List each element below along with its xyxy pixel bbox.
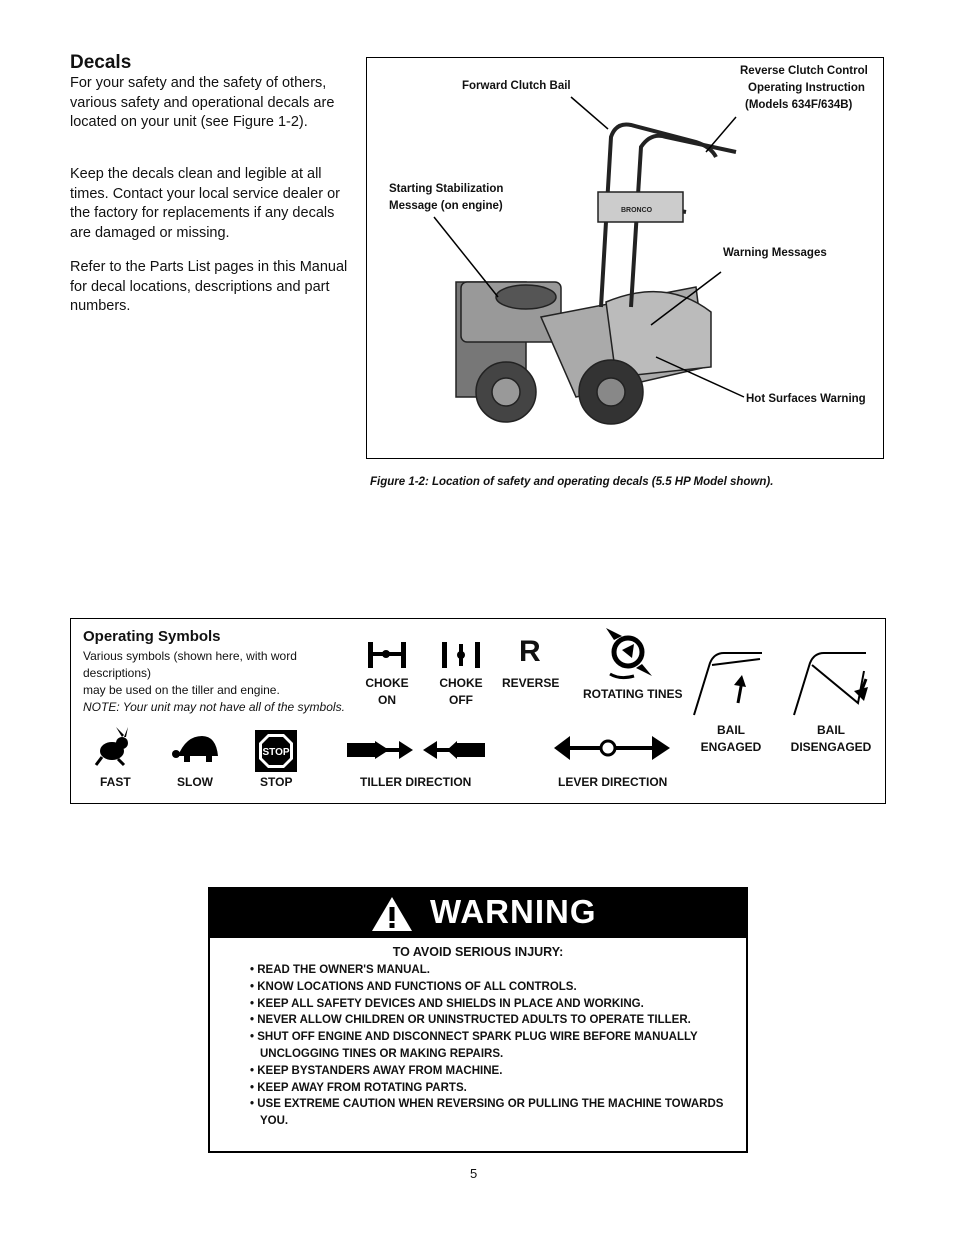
warning-item: • NEVER ALLOW CHILDREN OR UNINSTRUCTED ADULTS TO OPERATE TILLER.: [250, 1012, 740, 1029]
callout-warning-messages: Warning Messages: [723, 247, 827, 259]
desc-line-1: Various symbols (shown here, with word descriptions): [83, 649, 297, 680]
decals-paragraph-2: Keep the decals clean and legible at all times. Contact your local service dealer or the factory for replacements if any decals are damaged or missing.: [70, 166, 340, 241]
callout-reverse-clutch-2: Operating Instruction: [748, 82, 865, 94]
callout-reverse-clutch-3: (Models 634F/634B): [745, 99, 853, 111]
brand-decal: BRONCO: [621, 207, 653, 214]
turtle-slow-icon: [172, 732, 224, 764]
callout-starting-1: Starting Stabilization: [389, 183, 504, 195]
bail-engaged-line-1: BAIL: [717, 723, 745, 737]
bail-disengaged-line-2: DISENGAGED: [790, 740, 872, 754]
label-choke-off: [437, 675, 485, 709]
label-tiller-direction: TILLER DIRECTION: [360, 775, 472, 789]
desc-line-2: may be used on the tiller and engine.: [83, 683, 280, 697]
choke-off-line-1: CHOKE: [439, 676, 483, 690]
warning-item: • KEEP AWAY FROM ROTATING PARTS.: [250, 1080, 740, 1097]
bail-disengaged-line-1: BAIL: [817, 723, 845, 737]
warning-heading: WARNING: [430, 893, 597, 930]
decals-paragraph-3: Refer to the Parts List pages in this Manual for decal locations, descriptions and part numbers.: [70, 259, 348, 314]
label-rotating-tines: ROTATING TINES: [583, 687, 683, 701]
choke-on-line-2: ON: [378, 693, 396, 707]
bail-engaged-icon: [690, 645, 770, 717]
operating-symbols-heading: Operating Symbols: [83, 628, 221, 645]
operating-symbols-description: [83, 648, 353, 716]
bail-disengaged-icon: [790, 645, 875, 717]
callout-forward-clutch-bail: Forward Clutch Bail: [462, 80, 571, 92]
warning-item: • READ THE OWNER'S MANUAL.: [250, 962, 740, 979]
label-slow: SLOW: [177, 775, 213, 789]
warning-item: • KEEP ALL SAFETY DEVICES AND SHIELDS IN PLACE AND WORKING.: [250, 996, 740, 1013]
stop-icon: [255, 730, 297, 772]
callout-starting-2: Message (on engine): [389, 200, 503, 212]
choke-on-icon: [366, 640, 408, 670]
choke-off-icon: [440, 640, 482, 670]
lever-direction-icon: [552, 732, 672, 764]
label-reverse: REVERSE: [502, 676, 560, 690]
rabbit-fast-icon: [92, 727, 132, 767]
warning-subheading: TO AVOID SERIOUS INJURY:: [392, 945, 564, 959]
label-fast: FAST: [100, 775, 131, 789]
callout-reverse-clutch-1: Reverse Clutch Control: [740, 65, 868, 77]
warning-item: • KNOW LOCATIONS AND FUNCTIONS OF ALL CONTROLS.: [250, 979, 740, 996]
desc-note: NOTE: Your unit may not have all of the symbols.: [83, 700, 345, 714]
choke-off-line-2: OFF: [449, 693, 473, 707]
warning-list: [250, 962, 740, 1130]
warning-item: • SHUT OFF ENGINE AND DISCONNECT SPARK PLUG WIRE BEFORE MANUALLY UNCLOGGING TINES OR MAKING REPAIRS.: [250, 1029, 740, 1063]
label-bail-disengaged: [790, 722, 872, 756]
tiller-direction-icon: [345, 737, 490, 763]
reverse-icon: R: [519, 635, 541, 668]
warning-triangle-icon: [370, 895, 414, 933]
label-lever-direction: LEVER DIRECTION: [558, 775, 668, 789]
decals-paragraph-1: For your safety and the safety of others, various safety and operational decals are located on your unit (see Figure 1-2).: [70, 75, 335, 130]
label-stop: STOP: [260, 775, 293, 789]
figure-caption: Figure 1-2: Location of safety and operating decals (5.5 HP Model shown).: [370, 476, 774, 488]
callout-hot-surfaces: Hot Surfaces Warning: [746, 393, 866, 405]
rotating-tines-icon: [600, 622, 660, 682]
label-choke-on: [363, 675, 411, 709]
warning-item: • USE EXTREME CAUTION WHEN REVERSING OR PULLING THE MACHINE TOWARDS YOU.: [250, 1096, 740, 1130]
decals-heading: Decals: [70, 52, 132, 73]
page-number: 5: [470, 1166, 478, 1181]
stop-icon-text: STOP: [262, 747, 290, 758]
choke-on-line-1: CHOKE: [365, 676, 409, 690]
label-bail-engaged: [700, 722, 762, 756]
bail-engaged-line-2: ENGAGED: [700, 740, 762, 754]
warning-item: • KEEP BYSTANDERS AWAY FROM MACHINE.: [250, 1063, 740, 1080]
